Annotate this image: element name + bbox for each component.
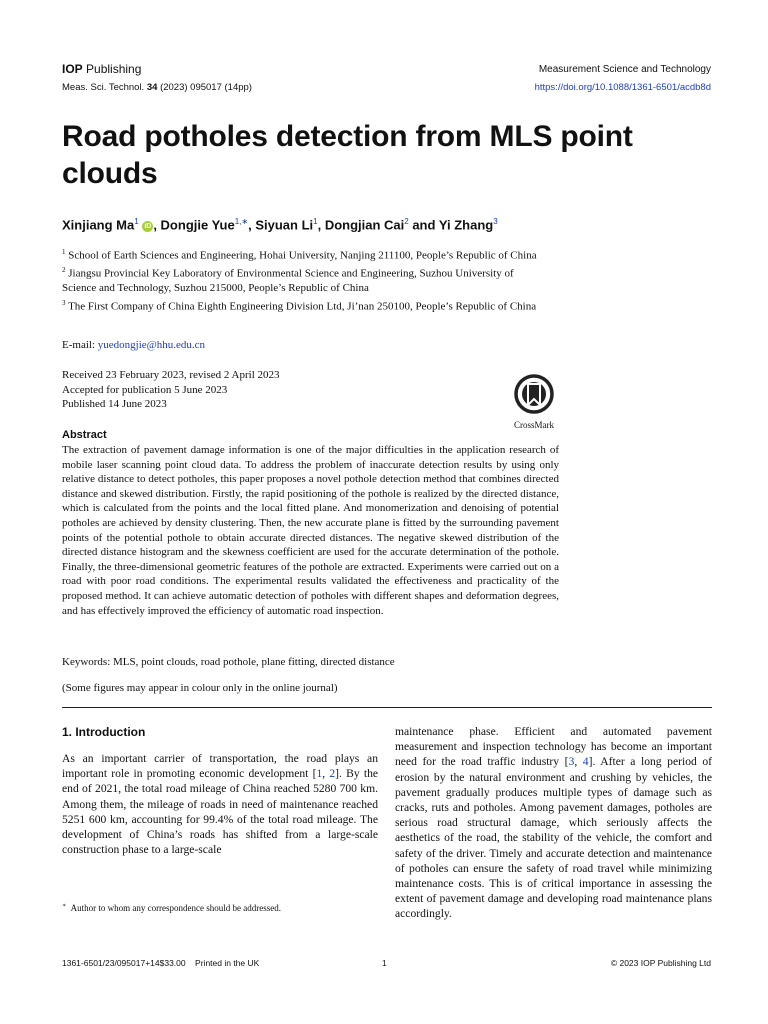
author-affiliation-mark[interactable]: 2: [404, 217, 409, 226]
accepted-date: Accepted for publication 5 June 2023: [62, 383, 228, 396]
received-date: Received 23 February 2023, revised 2 April 2023: [62, 369, 280, 381]
publisher-logo: [62, 62, 141, 76]
email-label: E-mail:: [62, 339, 95, 351]
reference-link[interactable]: 3: [568, 755, 575, 769]
doi-link[interactable]: https://doi.org/10.1088/1361-6501/acdb8d: [534, 82, 711, 93]
affiliation-item: $^2$ Jiangsu Provincial Key Laboratory of Environmental Science and Engineering, Suzhou University of Science and Technology, Suzhou 215000, People’s Republic of China: [62, 266, 514, 295]
email-line: [62, 339, 205, 351]
author-name: Siyuan Li: [255, 217, 314, 233]
citation: [62, 82, 252, 93]
footer-issn: 1361-6501/23/095017+14$33.00 Printed in the UK: [62, 958, 260, 968]
section-divider: [62, 707, 712, 708]
paper-title: Road potholes detection from MLS point clouds: [62, 120, 633, 190]
reference-link[interactable]: 4: [582, 755, 589, 769]
footnote-text: Author to whom any correspondence should be addressed.: [70, 903, 282, 913]
crossmark-icon: [514, 374, 554, 414]
author-name: Xinjiang Ma: [62, 217, 135, 233]
section-heading-introduction: 1. Introduction: [62, 725, 146, 739]
footnote-mark: ∗: [62, 903, 67, 909]
body-column-left: As an important carrier of transportation, the road plays an important role in promoting economic development [1, 2]. By the end of 2021, the total road mileage of China reached 5280 700 km. Among them, the mileage of roads in need of maintenance reached 5251 600 km, accounting for 99.4% of the total road mileage. The development of China’s roads has shifted from a large-scale construction phase to a large-scale: [62, 752, 379, 857]
author-affiliation-mark[interactable]: 3: [493, 217, 498, 226]
citation-prefix: Meas. Sci. Technol.: [62, 82, 145, 93]
orcid-icon[interactable]: iD: [144, 223, 152, 231]
author-affiliation-mark[interactable]: 1: [134, 217, 139, 226]
author-name: Dongjie Yue: [160, 217, 235, 233]
correspondence-footnote: [62, 902, 281, 913]
citation-volume: 34: [146, 82, 158, 93]
affiliations: [62, 245, 542, 314]
reference-link[interactable]: 1: [316, 767, 323, 781]
crossmark-label: CrossMark: [514, 420, 554, 430]
author-list: Xinjiang Ma$^1$ iD , Dongjie Yue$^{1,∗}$, Siyuan Li$^1$, Dongjian Cai$^2$ and Yi Zhang$^3$: [62, 217, 498, 233]
keywords-label: Keywords:: [62, 656, 111, 668]
body-column-right: maintenance phase. Efficient and automated pavement measurement and inspection technology has become an important need for the road traffic industry [3, 4]. After a long period of erosion by the natural environment and crushing by vehicles, the pavement gradually produces multiple types of damage such as cracks, ruts and potholes. Among pavement damages, potholes are serious road structural damage, which seriously affects the aesthetics of the road, the stability of the vehicle, the comfort and safety of the driver. Timely and accurate detection and maintenance of potholes can ensure the safety of road travel while minimizing maintenance costs. This is of critical importance in assessing the extent of pavement damage and developing road maintenance plans accordingly.: [395, 725, 713, 921]
affiliation-item: $^3$ The First Company of China Eighth Engineering Division Ltd, Ji’nan 250100, People’s Republic of China: [62, 298, 537, 313]
footer-copyright: © 2023 IOP Publishing Ltd: [610, 958, 711, 968]
author-name: Yi Zhang: [438, 217, 494, 233]
author-name: Dongjian Cai: [324, 217, 405, 233]
abstract-heading: Abstract: [62, 429, 107, 441]
page-number: 1: [382, 958, 387, 968]
crossmark-badge[interactable]: [510, 374, 558, 430]
keywords: [62, 656, 395, 668]
reference-link[interactable]: 2: [329, 767, 336, 781]
affiliation-item: $^1$ School of Earth Sciences and Engineering, Hohai University, Nanjing 211100, People’s Republic of China: [62, 248, 537, 262]
publisher-rest: Publishing: [86, 62, 142, 76]
publication-dates: [62, 368, 280, 412]
colour-note: (Some figures may appear in colour only in the online journal): [62, 682, 338, 694]
author-affiliation-mark[interactable]: 1: [313, 217, 318, 226]
author-affiliation-mark[interactable]: 1,∗: [234, 217, 249, 226]
citation-suffix: (2023) 095017 (14pp): [160, 82, 252, 93]
abstract-text: The extraction of pavement damage information is one of the major difficulties in the application research of mobile laser scanning point cloud data. To address the problem of inaccurate detection results by using only relative distance to detect potholes, this paper proposes a novel pothole detection method that combines directed distance and skewed distribution. Firstly, the rapid positioning of the pothole is realized by the directed distance, which is calculated from the points and the local fitted plane. And monomerization and denoising of potential potholes are achieved by density clustering. Then, the new accurate plane is fitted by the surrounding pavement points of the potential pothole to obtain accurate directed distances. The negative skewed distribution of the directed distance histogram and the skewness coefficient are used for the accurate determination of the pothole. Finally, the three-dimensional geometric features of the pothole are extracted. Experiments were carried out on a road with poor road conditions. The experimental results validated the effectiveness and practicality of the proposed method. It can achieve automatic detection of potholes with different shapes and deformation degrees, and has effectively improved the efficiency of automatic road inspection.: [62, 444, 559, 617]
published-date: Published 14 June 2023: [62, 398, 167, 410]
journal-name: Measurement Science and Technology: [538, 64, 711, 75]
email-link[interactable]: yuedongjie@hhu.edu.cn: [97, 339, 206, 351]
publisher-brand: IOP: [62, 62, 83, 76]
keywords-text: MLS, point clouds, road pothole, plane fitting, directed distance: [113, 656, 395, 668]
